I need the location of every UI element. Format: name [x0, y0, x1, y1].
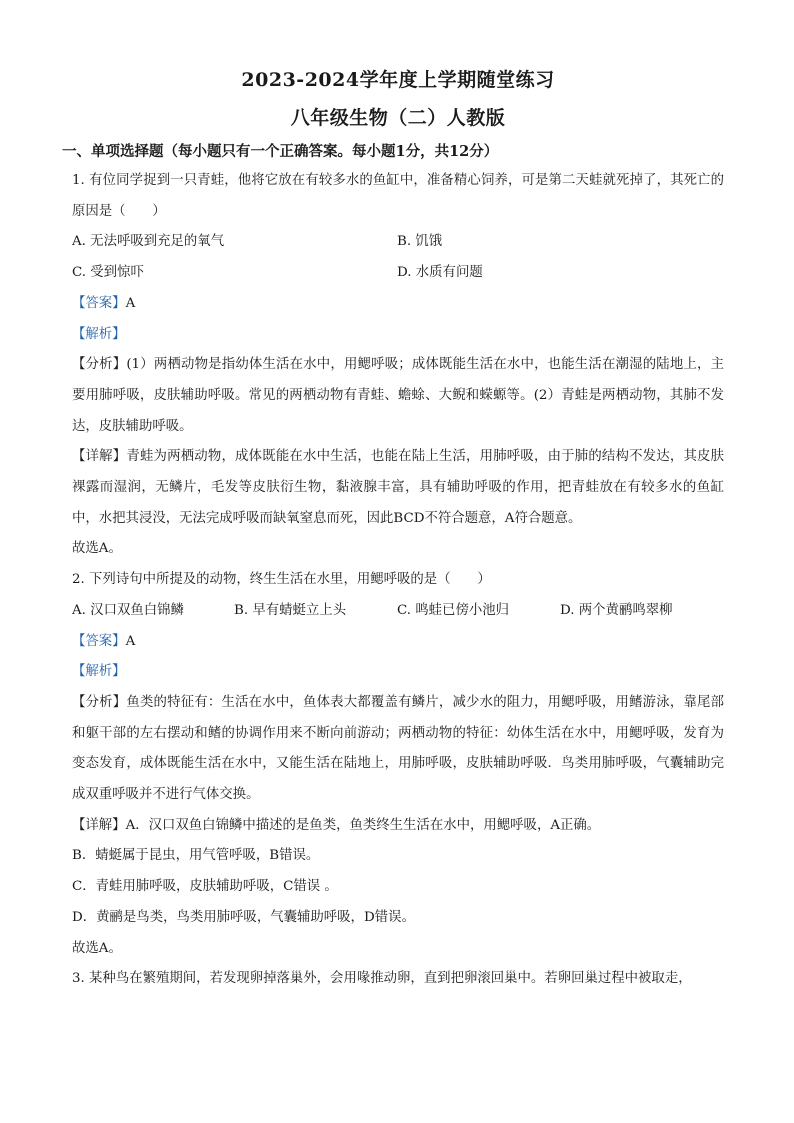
conclusion: 故选A。	[72, 541, 122, 557]
option-list	[72, 227, 724, 288]
option-c: C. 鸣蛙已傍小池归	[397, 602, 510, 618]
option-a: A. 汉口双鱼白锦鳞	[72, 602, 184, 618]
explanation-b: B．蜻蜓属于昆虫，用气管呼吸，B错误。	[72, 848, 320, 864]
xiangjie-paragraph	[72, 442, 724, 534]
xiangjie-text: A．汉口双鱼白锦鳞中描述的是鱼类，鱼类终生生活在水中，用鳃呼吸，A正确。	[125, 817, 601, 833]
fenxi-paragraph	[72, 688, 724, 811]
option-b: B. 饥饿	[397, 234, 443, 250]
answer-line	[72, 627, 724, 658]
option-c: C. 受到惊吓	[72, 265, 144, 281]
page-subtitle: 八年级生物（二）人教版	[290, 107, 506, 129]
document-page	[62, 62, 725, 995]
option-b: B. 早有蜻蜓立上头	[234, 602, 347, 618]
analysis-tag: 【解析】	[72, 664, 126, 680]
answer-value: A	[125, 295, 136, 311]
section-heading: 一、单项选择题（每小题只有一个正确答案。每小题1分，共12分）	[62, 143, 499, 160]
question-3	[72, 964, 724, 995]
xiangjie-paragraph	[72, 811, 724, 842]
answer-line	[72, 289, 724, 320]
option-list	[72, 596, 724, 627]
option-d: D. 两个黄鹂鸣翠柳	[560, 602, 673, 618]
answer-tag: 【答案】	[72, 295, 126, 311]
answer-tag: 【答案】	[72, 633, 126, 649]
fenxi-tag: 【分析】	[72, 694, 127, 710]
fenxi-text: 鱼类的特征有：生活在水中，鱼体表大都覆盖有鳞片，减少水的阻力，用鳃呼吸，用鳍游泳，靠尾部和躯干部的左右摆动和鳍的协调作用来不断向前游动；两栖动物的特征：幼体生活在水中，用鳃呼吸，发育为变态发育，成体既能生活在水中，又能生活在陆地上，用肺呼吸，皮肤辅助呼吸．鸟类用肺呼吸，气囊辅助完成双重呼吸并不进行气体交换。	[72, 694, 725, 803]
fenxi-paragraph	[72, 350, 724, 442]
xiangjie-text: 青蛙为两栖动物，成体既能在水中生活，也能在陆上生活，用肺呼吸，由于肺的结构不发达，其皮肤裸露而湿润，无鳞片，毛发等皮肤衍生物，黏液腺丰富，具有辅助呼吸的作用，把青蛙放在有较多水的鱼缸中，水把其浸没，无法完成呼吸而缺氧窒息而死，因此BCD不符合题意，A符合题意。	[72, 449, 725, 526]
question-stem: 1. 有位同学捉到一只青蛙，他将它放在有较多水的鱼缸中，准备精心饲养，可是第二天蛙就死掉了，其死亡的原因是（ ）	[72, 173, 724, 219]
explanation-d: D．黄鹂是鸟类，鸟类用肺呼吸，气囊辅助呼吸，D错误。	[72, 909, 415, 925]
fenxi-tag: 【分析】	[72, 357, 127, 373]
answer-value: A	[125, 633, 136, 649]
analysis-line	[72, 320, 724, 351]
explanation-c: C．青蛙用肺呼吸，皮肤辅助呼吸，C错误 。	[72, 879, 338, 895]
option-a: A. 无法呼吸到充足的氧气	[72, 234, 225, 250]
conclusion: 故选A。	[72, 940, 122, 956]
fenxi-text: (1）两栖动物是指幼体生活在水中，用鳃呼吸；成体既能生活在水中，也能生活在潮湿的陆地上，主要用肺呼吸，皮肤辅助呼吸。常见的两栖动物有青蛙、蟾蜍、大鲵和蝾螈等。(2）青蛙是两栖动物，其肺不发达，皮肤辅助呼吸。	[72, 357, 724, 434]
question-1	[72, 166, 724, 565]
option-d: D. 水质有问题	[397, 265, 483, 281]
question-stem: 3. 某种鸟在繁殖期间，若发现卵掉落巢外，会用喙推动卵，直到把卵滚回巢中。若卵回巢过程中被取走，	[72, 971, 692, 987]
question-stem: 2. 下列诗句中所提及的动物，终生生活在水里，用鳃呼吸的是（ ）	[72, 572, 491, 588]
analysis-line	[72, 657, 724, 688]
question-2	[72, 565, 724, 964]
analysis-tag: 【解析】	[72, 326, 126, 342]
xiangjie-tag: 【详解】	[72, 449, 127, 465]
page-title: 2023-2024学年度上学期随堂练习	[241, 69, 555, 91]
xiangjie-tag: 【详解】	[72, 817, 126, 833]
